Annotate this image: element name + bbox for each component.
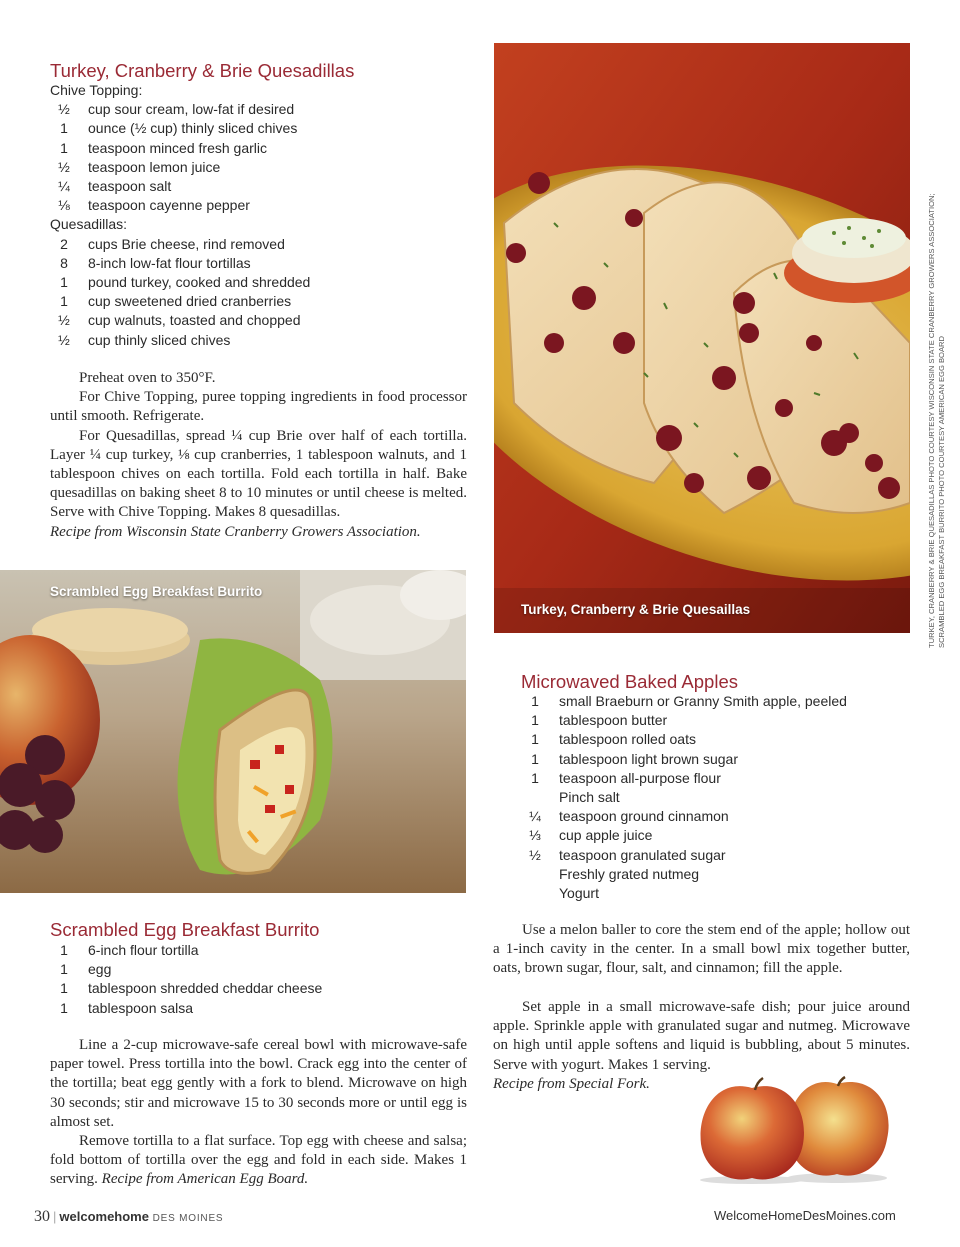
ingredient-item — [50, 941, 322, 960]
ingredient-name: tablespoon butter — [559, 712, 668, 729]
ingredient-quantity: ¼ — [529, 808, 541, 825]
ingredient-name: cups Brie cheese, rind removed — [88, 235, 285, 252]
ingredient-name: teaspoon cayenne pepper — [88, 197, 250, 214]
ingredient-name: tablespoon salsa — [88, 999, 194, 1016]
ingredient-name: cup thinly sliced chives — [88, 331, 231, 348]
ingredient-name: egg — [88, 961, 112, 978]
apples-photo — [697, 1074, 893, 1184]
ingredient-quantity: 8 — [60, 254, 68, 271]
ingredient-name: teaspoon granulated sugar — [559, 846, 726, 863]
ingredient-item — [50, 158, 310, 177]
instruction-paragraph: For Chive Topping, puree topping ingredients in food processor until smooth. Refrigerate. — [50, 389, 467, 425]
ingredient-quantity — [521, 884, 549, 903]
burrito-instructions — [50, 1036, 467, 1190]
ingredient-name: teaspoon ground cinnamon — [559, 808, 729, 825]
quesadilla-instructions — [50, 369, 467, 542]
ingredient-quantity: 1 — [531, 731, 539, 748]
ingredient-item — [521, 788, 847, 807]
footer-website: WelcomeHomeDesMoines.com — [714, 1208, 896, 1223]
brand-city: DES MOINES — [152, 1213, 224, 1224]
ingredient-item — [50, 999, 322, 1018]
ingredient-item — [50, 100, 310, 119]
ingredient-name: teaspoon minced fresh garlic — [88, 139, 267, 156]
ingredient-name: Yogurt — [559, 885, 599, 902]
page-footer-left — [34, 1208, 223, 1226]
ingredient-item — [521, 884, 847, 903]
ingredient-name: Pinch salt — [559, 789, 620, 806]
instruction-paragraph: For Quesadillas, spread ¼ cup Brie over half of each tortilla. Layer ¼ cup turkey, ⅛ cup cranberries, 1 tablespoon walnuts, and 1 tablespoon chives on each tortilla. Fold each tortilla in half. Bake quesadillas on baking sheet 8 to 10 minutes or until cheese is melted. Serve with Chive Topping. Makes 8 quesadillas. — [50, 427, 467, 521]
instruction-paragraph: Preheat oven to 350°F. — [79, 370, 216, 386]
ingredient-name: cup sour cream, low-fat if desired — [88, 101, 295, 118]
ingredient-quantity: ½ — [529, 846, 541, 863]
ingredient-name: teaspoon salt — [88, 178, 172, 195]
ingredient-name: cup apple juice — [559, 827, 653, 844]
ingredient-item — [50, 273, 310, 292]
photo-credit — [927, 138, 946, 648]
apples-ingredient-list — [521, 692, 847, 903]
ingredient-item — [521, 865, 847, 884]
ingredient-item — [50, 292, 310, 311]
ingredient-item — [50, 196, 310, 215]
ingredient-item — [521, 807, 847, 826]
instruction-paragraph: Use a melon baller to core the stem end of the apple; hollow out a 1-inch cavity in the center. In a small bowl mix together butter, oats, brown sugar, flour, salt, and cinnamon; fill the apple. — [493, 922, 910, 977]
ingredient-item — [50, 331, 310, 350]
burrito-recipe-title: Scrambled Egg Breakfast Burrito — [50, 919, 320, 940]
ingredient-name: teaspoon all-purpose flour — [559, 769, 721, 786]
recipe-source: Recipe from Wisconsin State Cranberry Growers Association. — [50, 523, 421, 540]
ingredient-quantity: 1 — [531, 693, 539, 709]
ingredient-name: cup walnuts, toasted and chopped — [88, 312, 301, 329]
apples-recipe-title: Microwaved Baked Apples — [521, 671, 738, 692]
footer-divider: | — [53, 1209, 57, 1224]
ingredient-quantity: ⅛ — [58, 197, 70, 214]
ingredient-quantity: 1 — [60, 293, 68, 310]
ingredient-quantity: 2 — [60, 235, 68, 252]
page-number: 30 — [34, 1208, 50, 1225]
recipe-source: Recipe from American Egg Board. — [101, 1171, 309, 1188]
ingredient-quantity: 1 — [60, 942, 68, 958]
brand-name: welcomehome — [59, 1209, 149, 1224]
ingredient-quantity: 1 — [531, 769, 539, 786]
ingredient-name: tablespoon shredded cheddar cheese — [88, 980, 323, 997]
ingredient-quantity — [521, 865, 549, 884]
ingredient-name: ounce (½ cup) thinly sliced chives — [88, 120, 298, 137]
ingredient-quantity: 1 — [531, 712, 539, 729]
ingredient-name: tablespoon rolled oats — [559, 731, 696, 748]
burrito-ingredient-list — [50, 941, 322, 1018]
ingredient-item — [50, 311, 310, 330]
ingredient-quantity: 1 — [60, 980, 68, 997]
burrito-photo-caption: Scrambled Egg Breakfast Burrito — [50, 584, 263, 599]
ingredient-quantity: ½ — [58, 312, 70, 329]
ingredient-quantity: ½ — [58, 331, 70, 348]
ingredient-item — [50, 254, 310, 273]
ingredient-item — [521, 692, 847, 711]
instruction-paragraph: Set apple in a small microwave-safe dish; pour juice around apple. Sprinkle apple with granulated sugar and nutmeg. Microwave on high until apple softens and liquid is bubbling, about 5 minutes. Serve with yogurt. Makes 1 serving. — [493, 999, 910, 1073]
burrito-photo — [0, 570, 466, 893]
ingredient-section-label: Quesadillas: — [50, 216, 128, 233]
ingredient-item — [50, 960, 322, 979]
quesadilla-recipe-title: Turkey, Cranberry & Brie Quesadillas — [50, 60, 355, 81]
quesadilla-photo-caption: Turkey, Cranberry & Brie Quesaillas — [521, 602, 751, 617]
ingredient-quantity: 1 — [60, 961, 68, 978]
apples-photo-art — [697, 1074, 893, 1184]
ingredient-item — [521, 846, 847, 865]
quesadilla-photo — [494, 43, 910, 633]
ingredient-section-heading — [50, 215, 310, 234]
instruction-paragraph: Remove tortilla to a flat surface. Top egg with cheese and salsa; fold bottom of tortilla over the egg and fold in each side. Makes 1 serving. Recipe from American Egg Board. — [50, 1133, 467, 1188]
ingredient-item — [521, 730, 847, 749]
ingredient-name: cup sweetened dried cranberries — [88, 293, 292, 310]
ingredient-quantity: 1 — [60, 120, 68, 137]
ingredient-quantity — [521, 788, 549, 807]
apples-instructions-top — [493, 921, 910, 979]
ingredient-item — [521, 711, 847, 730]
ingredient-item — [521, 826, 847, 845]
ingredient-name: teaspoon lemon juice — [88, 158, 221, 175]
ingredient-quantity: ½ — [58, 101, 70, 118]
recipe-source: Recipe from Special Fork. — [493, 1075, 650, 1092]
ingredient-quantity: ½ — [58, 158, 70, 175]
ingredient-quantity: 1 — [60, 999, 68, 1016]
ingredient-item — [50, 177, 310, 196]
ingredient-item — [521, 750, 847, 769]
photo-credit-line: SCRAMBLED EGG BREAKFAST BURRITO PHOTO COURTESY AMERICAN EGG BOARD — [937, 336, 946, 648]
ingredient-quantity: ⅓ — [529, 827, 541, 844]
quesadilla-photo-art — [494, 43, 910, 633]
ingredient-name: 8-inch low-fat flour tortillas — [88, 254, 251, 271]
ingredient-quantity: 1 — [531, 750, 539, 767]
ingredient-name: 6-inch flour tortilla — [88, 942, 199, 958]
ingredient-quantity: 1 — [60, 139, 68, 156]
instruction-paragraph: Line a 2-cup microwave-safe cereal bowl with microwave-safe paper towel. Press tortilla into the bowl. Crack egg into the center of the tortilla; beat egg gently with a fork to blend. Microwave on high 30 seconds; stir and microwave 15 to 30 seconds more or until egg is almost set. — [50, 1037, 467, 1130]
quesadilla-ingredient-list — [50, 81, 310, 350]
ingredient-quantity: ¼ — [58, 178, 70, 195]
ingredient-section-label: Chive Topping: — [50, 82, 143, 98]
ingredient-item — [50, 139, 310, 158]
ingredient-name: pound turkey, cooked and shredded — [88, 274, 311, 291]
burrito-photo-art — [0, 570, 466, 893]
ingredient-name: tablespoon light brown sugar — [559, 750, 739, 767]
ingredient-name: Freshly grated nutmeg — [559, 865, 700, 882]
ingredient-item — [50, 119, 310, 138]
ingredient-item — [521, 769, 847, 788]
ingredient-name: small Braeburn or Granny Smith apple, peeled — [559, 693, 847, 709]
ingredient-section-heading — [50, 81, 310, 100]
photo-credit-line: TURKEY, CRANBERRY & BRIE QUESADILLAS PHOTO COURTESY WISCONSIN STATE CRANBERRY GROWERS ASSOCIATION; — [927, 193, 936, 648]
ingredient-quantity: 1 — [60, 274, 68, 291]
ingredient-item — [50, 979, 322, 998]
ingredient-item — [50, 235, 310, 254]
